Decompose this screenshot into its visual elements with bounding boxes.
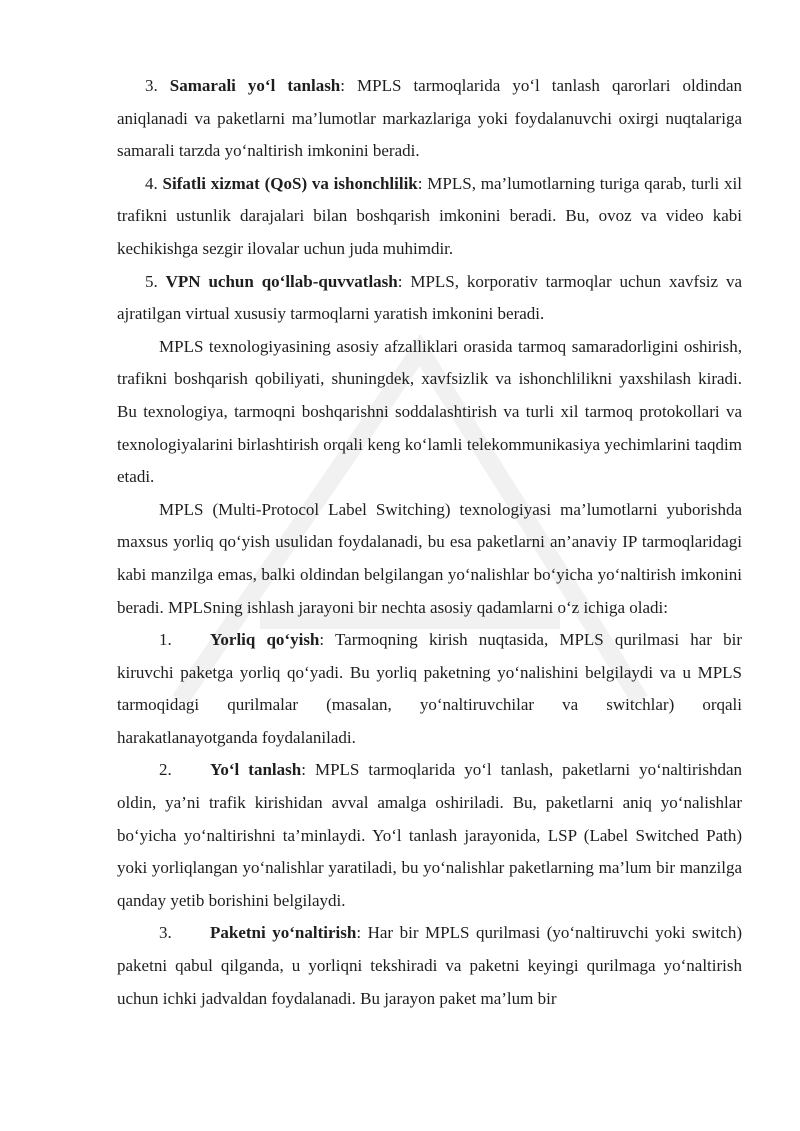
list-heading: VPN uchun qo‘llab-quvvatlash	[165, 271, 398, 291]
intro-paragraph: MPLS (Multi-Protocol Label Switching) texnologiyasi ma’lumotlarni yuborishda maxsus yorliq qo‘yish usulidan foydalanadi, bu esa paketlarni an’anaviy IP tarmoqlaridagi kabi manzilga emas, balki oldindan belgilangan yo‘nalishlar bo‘yicha yo‘naltirish imkonini beradi. MPLSning ishlash jarayoni bir nechta asosiy qadamlarni o‘z ichiga oladi:	[117, 499, 742, 617]
step-number: 1.	[159, 630, 172, 650]
step-heading: Paketni yo‘naltirish	[210, 923, 357, 943]
step-text: : Tarmoqning kirish nuqtasida, MPLS qurilmasi har bir kiruvchi paketga yorliq qo‘yadi. Bu yorliq paketning yo‘nalishini belgilaydi va u MPLS tarmoqidagi qurilmalar (masalan, yo‘naltiruvchilar va switchlar) orqali harakatlanayotganda foydalaniladi.	[117, 630, 742, 747]
step-item-1	[117, 624, 742, 754]
list-item-4	[117, 168, 742, 266]
list-heading: Samarali yo‘l tanlash	[169, 76, 341, 95]
step-text: : MPLS tarmoqlarida yo‘l tanlash, paketlarni yo‘naltirishdan oldin, ya’ni trafik kirishidan avval amalga oshiriladi. Bu, paketlarni aniq yo‘nalishlar bo‘yicha yo‘naltirishni ta’minlaydi. Yo‘l tanlash jarayonida, LSP (Label Switched Path) yoki yorliqlangan yo‘nalishlar yaratiladi, bu yo‘nalishlar paketlarning ma’lum bir manzilga qanday yetib borishini belgilaydi.	[117, 760, 742, 910]
list-heading: Sifatli xizmat (QoS) va ishonchlilik	[162, 173, 418, 193]
step-heading: Yo‘l tanlash	[210, 760, 302, 780]
step-item-3	[117, 917, 742, 1015]
advantages-paragraph: MPLS texnologiyasining asosiy afzalliklari orasida tarmoq samaradorligini oshirish, trafikni boshqarish qobiliyati, shuningdek, xavfsizlik va ishonchlilikni yaxshilash kiradi. Bu texnologiya, tarmoqni boshqarishni soddalashtirish va turli xil tarmoq protokollari va texnologiyalarini birlashtirish orqali keng ko‘lamli telekommunikasiya yechimlarini taqdim etadi.	[117, 336, 742, 487]
list-text: : MPLS tarmoqlarida yo‘l tanlash qarorlari oldindan aniqlanadi va paketlarni ma’lumotlar markazlariga yoki foydalanuvchi oxirgi nuqtalariga samarali tarzda yo‘naltirish imkonini beradi.	[117, 76, 742, 161]
list-item-3	[117, 70, 742, 168]
list-number: 5.	[145, 271, 158, 291]
list-text: : MPLS, ma’lumotlarning turiga qarab, turli xil trafikni ustunlik darajalari bilan boshqarish imkonini beradi. Bu, ovoz va video kabi kechikishga sezgir ilovalar uchun juda muhimdir.	[117, 173, 743, 258]
step-number: 2.	[159, 760, 172, 780]
list-number: 4.	[145, 173, 158, 193]
step-item-2	[117, 754, 742, 917]
list-number: 3.	[145, 76, 158, 95]
list-text: : MPLS, korporativ tarmoqlar uchun xavfsiz va ajratilgan virtual xususiy tarmoqlarni yaratish imkonini beradi.	[117, 271, 743, 324]
step-heading: Yorliq qo‘yish	[210, 630, 320, 650]
document-page	[117, 70, 742, 1015]
list-item-5	[117, 266, 742, 331]
step-number: 3.	[159, 923, 172, 943]
step-text: : Har bir MPLS qurilmasi (yo‘naltiruvchi yoki switch) paketni qabul qilganda, u yorliqni tekshiradi va paketni keyingi qurilmaga yo‘naltirish uchun ichki jadvaldan foydalanadi. Bu jarayon paket ma’lum bir	[117, 923, 742, 1008]
